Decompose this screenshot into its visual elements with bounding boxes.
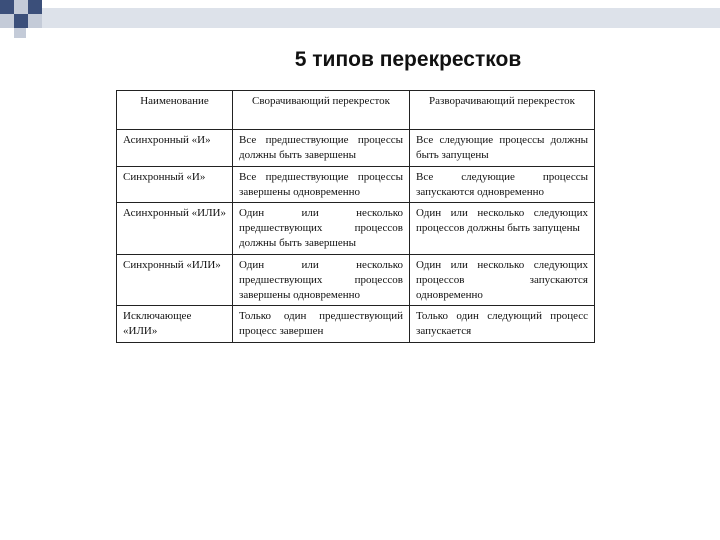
cell-expanding: Один или несколько следующих процессов должны быть запущены <box>410 203 595 255</box>
cell-name: Синхронный «ИЛИ» <box>117 254 233 306</box>
cell-expanding: Только один следующий процесс запускается <box>410 306 595 343</box>
cell-collapsing: Все предшествующие процессы должны быть завершены <box>233 130 410 167</box>
cell-name: Асинхронный «ИЛИ» <box>117 203 233 255</box>
decorative-square <box>0 0 14 14</box>
table-row <box>117 203 595 255</box>
cell-expanding: Все следующие процессы должны быть запущены <box>410 130 595 167</box>
cell-collapsing: Один или несколько предшествующих процессов завершены одновременно <box>233 254 410 306</box>
table-header-row <box>117 91 595 130</box>
cell-expanding: Все следующие процессы запускаются одновременно <box>410 166 595 203</box>
decorative-square <box>14 28 26 38</box>
table-row <box>117 130 595 167</box>
cell-name: Исключающее «ИЛИ» <box>117 306 233 343</box>
cell-expanding: Один или несколько следующих процессов запускаются одновременно <box>410 254 595 306</box>
decorative-square <box>14 14 28 28</box>
decorative-header <box>0 0 720 40</box>
table-row <box>117 166 595 203</box>
column-header-name: Наименование <box>117 91 233 130</box>
column-header-expanding: Разворачивающий перекресток <box>410 91 595 130</box>
decorative-square <box>28 0 42 14</box>
decorative-square <box>0 14 14 28</box>
cell-name: Синхронный «И» <box>117 166 233 203</box>
crossroad-types-table <box>116 90 595 343</box>
column-header-collapsing: Сворачивающий перекресток <box>233 91 410 130</box>
cell-name: Асинхронный «И» <box>117 130 233 167</box>
slide-title: 5 типов перекрестков <box>294 48 522 71</box>
table-row <box>117 306 595 343</box>
cell-collapsing: Один или несколько предшествующих процессов должны быть завершены <box>233 203 410 255</box>
decorative-square <box>28 14 42 28</box>
decorative-square <box>14 0 28 14</box>
decorative-header-bar <box>40 8 720 28</box>
cell-collapsing: Все предшествующие процессы завершены одновременно <box>233 166 410 203</box>
cell-collapsing: Только один предшествующий процесс завершен <box>233 306 410 343</box>
table-row <box>117 254 595 306</box>
